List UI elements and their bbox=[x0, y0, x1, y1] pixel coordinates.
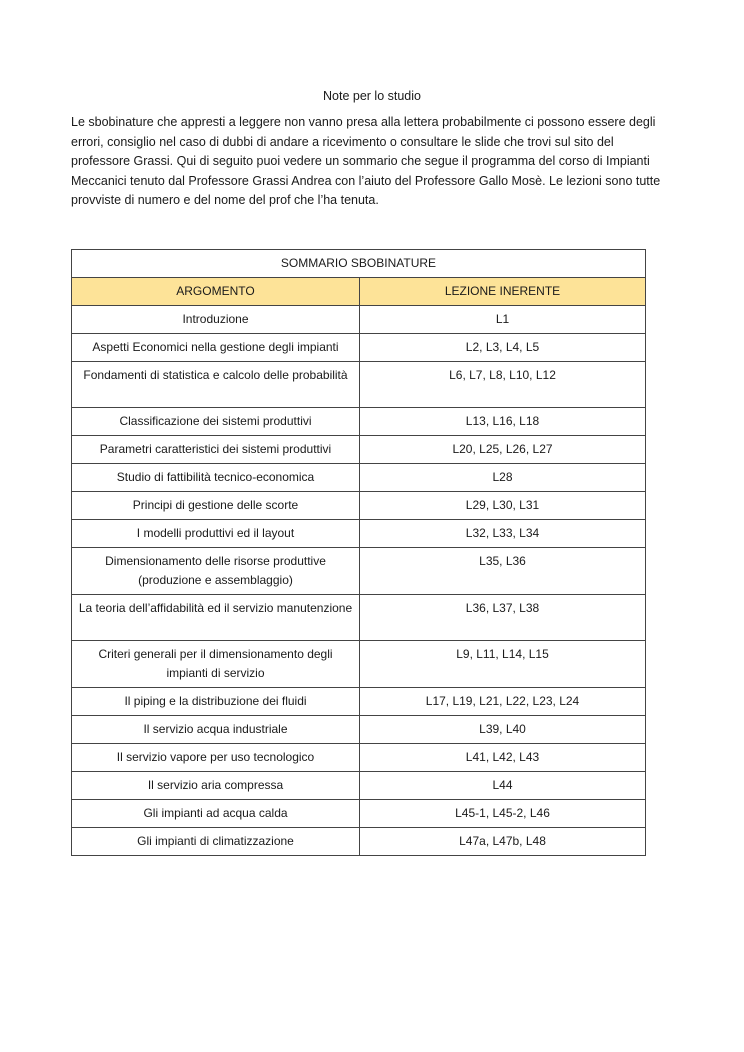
lezione-cell: L32, L33, L34 bbox=[360, 520, 646, 548]
lezione-cell: L39, L40 bbox=[360, 716, 646, 744]
argomento-cell: Aspetti Economici nella gestione degli impianti bbox=[72, 334, 360, 362]
lezione-cell: L17, L19, L21, L22, L23, L24 bbox=[360, 688, 646, 716]
argomento-cell: Dimensionamento delle risorse produttive (produzione e assemblaggio) bbox=[72, 548, 360, 595]
lezione-cell: L2, L3, L4, L5 bbox=[360, 334, 646, 362]
table-row bbox=[72, 828, 646, 856]
lezione-cell: L29, L30, L31 bbox=[360, 492, 646, 520]
lezione-cell: L44 bbox=[360, 772, 646, 800]
column-header-lezione: LEZIONE INERENTE bbox=[360, 278, 646, 306]
argomento-cell: Parametri caratteristici dei sistemi produttivi bbox=[72, 436, 360, 464]
argomento-cell: Il piping e la distribuzione dei fluidi bbox=[72, 688, 360, 716]
table-row bbox=[72, 464, 646, 492]
table-row bbox=[72, 716, 646, 744]
argomento-cell: Il servizio acqua industriale bbox=[72, 716, 360, 744]
page-title: Note per lo studio bbox=[323, 89, 421, 103]
argomento-cell: I modelli produttivi ed il layout bbox=[72, 520, 360, 548]
lezione-cell: L35, L36 bbox=[360, 548, 646, 595]
table-row bbox=[72, 334, 646, 362]
lezione-cell: L45-1, L45-2, L46 bbox=[360, 800, 646, 828]
lezione-cell: L36, L37, L38 bbox=[360, 595, 646, 641]
argomento-cell: Gli impianti ad acqua calda bbox=[72, 800, 360, 828]
argomento-cell: Gli impianti di climatizzazione bbox=[72, 828, 360, 856]
intro-paragraph: Le sbobinature che appresti a leggere non vanno presa alla lettera probabilmente ci possono essere degli errori, consiglio nel caso di dubbi di andare a ricevimento o consultare le slide che trovi sul sito del professore Grassi. Qui di seguito puoi vedere un sommario che segue il programma del corso di Impianti Meccanici tenuto dal Professore Grassi Andrea con l’aiuto del Professore Gallo Mosè. Le lezioni sono tutte provviste di numero e del nome del prof che l’ha tenuta. bbox=[71, 115, 661, 207]
table-row bbox=[72, 408, 646, 436]
lezione-cell: L41, L42, L43 bbox=[360, 744, 646, 772]
argomento-cell: Principi di gestione delle scorte bbox=[72, 492, 360, 520]
argomento-cell: Il servizio vapore per uso tecnologico bbox=[72, 744, 360, 772]
argomento-cell: Studio di fattibilità tecnico-economica bbox=[72, 464, 360, 492]
table-row bbox=[72, 306, 646, 334]
table-row bbox=[72, 800, 646, 828]
argomento-cell: Introduzione bbox=[72, 306, 360, 334]
argomento-cell: Classificazione dei sistemi produttivi bbox=[72, 408, 360, 436]
table-header-row bbox=[72, 278, 646, 306]
table-row bbox=[72, 492, 646, 520]
table-row bbox=[72, 641, 646, 688]
argomento-cell: Criteri generali per il dimensionamento degli impianti di servizio bbox=[72, 641, 360, 688]
table-title-row bbox=[72, 250, 646, 278]
lezione-cell: L28 bbox=[360, 464, 646, 492]
table-row bbox=[72, 362, 646, 408]
summary-table bbox=[71, 249, 646, 856]
table-row bbox=[72, 772, 646, 800]
table-row bbox=[72, 520, 646, 548]
lezione-cell: L6, L7, L8, L10, L12 bbox=[360, 362, 646, 408]
table-row bbox=[72, 548, 646, 595]
table-row bbox=[72, 688, 646, 716]
argomento-cell: Il servizio aria compressa bbox=[72, 772, 360, 800]
table-row bbox=[72, 436, 646, 464]
table-title: SOMMARIO SBOBINATURE bbox=[72, 250, 646, 278]
argomento-cell: Fondamenti di statistica e calcolo delle probabilità bbox=[72, 362, 360, 408]
lezione-cell: L9, L11, L14, L15 bbox=[360, 641, 646, 688]
column-header-argomento: ARGOMENTO bbox=[72, 278, 360, 306]
lezione-cell: L47a, L47b, L48 bbox=[360, 828, 646, 856]
lezione-cell: L13, L16, L18 bbox=[360, 408, 646, 436]
lezione-cell: L1 bbox=[360, 306, 646, 334]
table-row bbox=[72, 595, 646, 641]
lezione-cell: L20, L25, L26, L27 bbox=[360, 436, 646, 464]
table-row bbox=[72, 744, 646, 772]
argomento-cell: La teoria dell’affidabilità ed il servizio manutenzione bbox=[72, 595, 360, 641]
